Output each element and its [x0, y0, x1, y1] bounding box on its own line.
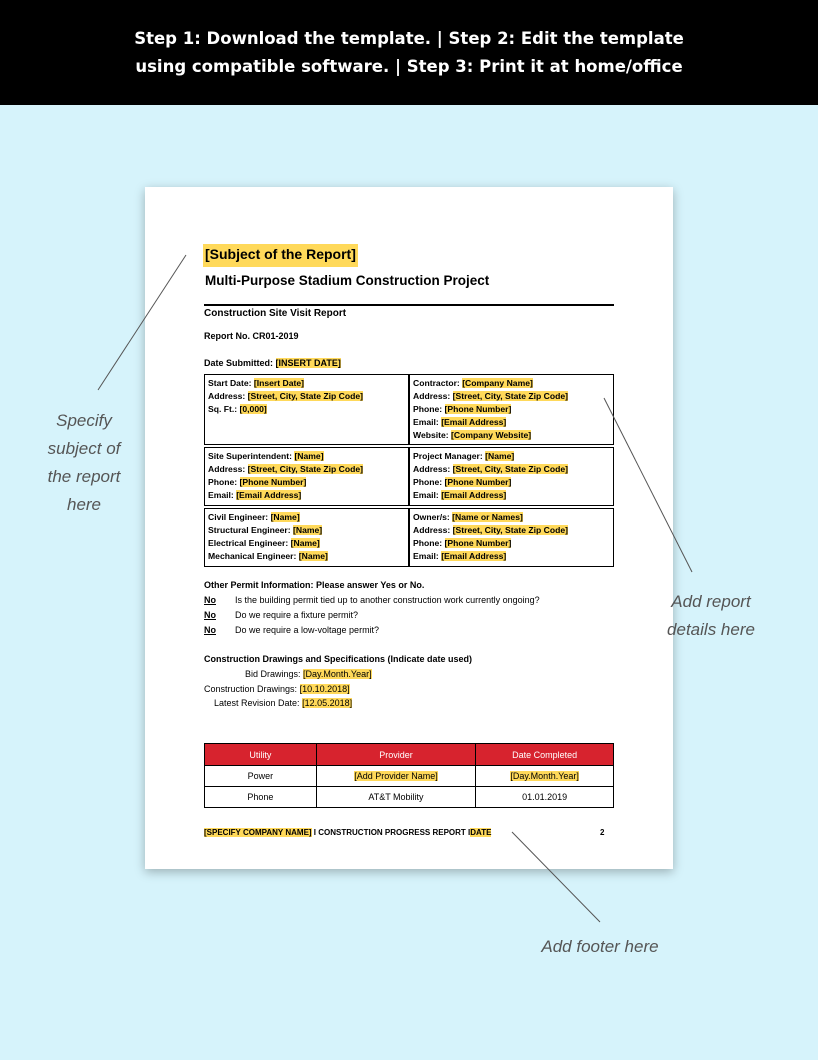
info-field-value: [Name]	[294, 451, 324, 461]
date-completed: 01.01.2019	[522, 792, 568, 802]
info-field-label: Project Manager:	[413, 451, 483, 461]
info-field-label: Structural Engineer:	[208, 525, 291, 535]
info-field-value: [Phone Number]	[444, 477, 512, 487]
details-annotation	[646, 588, 776, 644]
permit-question-text: Is the building permit tied up to another construction work currently ongoing?	[235, 595, 540, 605]
date-completed-column-header: Date Completed	[476, 744, 614, 766]
info-field-label: Phone:	[413, 477, 445, 487]
info-field-label: Phone:	[413, 538, 443, 548]
info-field-label: Phone:	[413, 404, 443, 414]
permit-answer: No	[204, 610, 216, 620]
drawing-date: [10.10.2018]	[299, 684, 350, 694]
subject-annotation	[20, 407, 148, 519]
info-field-label: Address:	[413, 391, 451, 401]
subject-pointer-line	[98, 255, 186, 390]
date-submitted-value: [INSERT DATE]	[275, 358, 341, 368]
info-field-label: Email:	[413, 490, 442, 500]
info-field-value: [Insert Date]	[253, 378, 304, 388]
info-field-label: Mechanical Engineer:	[208, 551, 297, 561]
footer-date: DATE	[470, 828, 492, 837]
permit-question-text: Do we require a low-voltage permit?	[235, 625, 380, 635]
info-field-label: Website:	[413, 430, 449, 440]
report-number: Report No. CR01-2019	[204, 331, 299, 341]
drawing-date: [12.05.2018]	[302, 698, 353, 708]
info-field-label: Site Superintendent:	[208, 451, 293, 461]
info-field-value: [Name]	[485, 451, 515, 461]
banner-line-2: using compatible software. | Step 3: Print it at home/office	[135, 57, 683, 76]
page-number: 2	[600, 828, 605, 837]
info-field-value: [Email Address]	[236, 490, 302, 500]
info-field-value: [Company Website]	[451, 430, 532, 440]
drawing-label: Bid Drawings:	[245, 669, 301, 679]
subject-annotation-line: subject of	[47, 439, 121, 458]
utility-name: Phone	[247, 792, 274, 802]
info-field-value: [Email Address]	[441, 417, 507, 427]
info-field-value: [Company Name]	[462, 378, 533, 388]
info-field-value: [Street, City, State Zip Code]	[452, 391, 569, 401]
drawings-heading: Construction Drawings and Specifications (Indicate date used)	[204, 654, 473, 664]
info-field-label: Phone:	[208, 477, 238, 487]
date-submitted-label: Date Submitted:	[204, 358, 274, 368]
info-field-label: Email:	[208, 490, 234, 500]
visit-report-title: Construction Site Visit Report	[204, 308, 347, 319]
permit-heading: Other Permit Information: Please answer Yes or No.	[204, 580, 425, 590]
info-field-value: [Phone Number]	[239, 477, 307, 487]
info-field-value: [Email Address]	[441, 551, 507, 561]
details-pointer-line	[604, 398, 692, 572]
permit-answer: No	[204, 625, 216, 635]
banner-line-1: Step 1: Download the template. | Step 2: Edit the template	[134, 29, 684, 48]
date-completed: [Day.Month.Year]	[510, 771, 579, 781]
subject-annotation-line: Specify	[56, 411, 112, 430]
info-field-label: Address:	[208, 391, 246, 401]
subject-annotation-line: the report	[47, 467, 121, 486]
footer-company: [SPECIFY COMPANY NAME]	[204, 828, 312, 837]
info-field-value: [Phone Number]	[444, 404, 512, 414]
project-title: Multi-Purpose Stadium Construction Project	[205, 273, 490, 288]
info-field-value: [Name]	[293, 525, 323, 535]
utility-column-header: Utility	[205, 744, 317, 766]
drawing-label: Latest Revision Date:	[214, 698, 300, 708]
provider-name: AT&T Mobility	[368, 792, 424, 802]
info-field-value: [Name]	[270, 512, 300, 522]
utility-name: Power	[247, 771, 274, 781]
drawing-label: Construction Drawings:	[204, 684, 298, 694]
info-field-label: Email:	[413, 417, 439, 427]
details-annotation-line: details here	[667, 620, 755, 639]
info-field-value: [Street, City, State Zip Code]	[247, 391, 364, 401]
details-annotation-line: Add report	[671, 592, 751, 611]
info-field-value: [0,000]	[239, 404, 267, 414]
info-field-label: Address:	[413, 464, 451, 474]
info-field-label: Sq. Ft.:	[208, 404, 238, 414]
info-field-label: Electrical Engineer:	[208, 538, 289, 548]
provider-column-header: Provider	[316, 744, 476, 766]
footer-annotation: Add footer here	[541, 937, 659, 956]
footer-pointer-line	[512, 832, 600, 922]
drawing-date: [Day.Month.Year]	[303, 669, 372, 679]
permit-question-text: Do we require a fixture permit?	[235, 610, 359, 620]
info-field-value: [Street, City, State Zip Code]	[452, 464, 569, 474]
info-field-value: [Name or Names]	[452, 512, 523, 522]
info-field-value: [Street, City, State Zip Code]	[452, 525, 569, 535]
info-field-label: Start Date:	[208, 378, 252, 388]
subject-annotation-line: here	[66, 495, 102, 514]
info-field-label: Address:	[208, 464, 246, 474]
info-field-label: Email:	[413, 551, 439, 561]
info-field-label: Owner/s:	[413, 512, 450, 522]
permit-answer: No	[204, 595, 216, 605]
report-subject: [Subject of the Report]	[203, 244, 358, 267]
footer-title: I CONSTRUCTION PROGRESS REPORT I	[311, 828, 471, 837]
info-field-label: Civil Engineer:	[208, 512, 269, 522]
provider-name: [Add Provider Name]	[354, 771, 438, 781]
info-field-value: [Email Address]	[441, 490, 507, 500]
info-field-value: [Name]	[298, 551, 328, 561]
info-field-label: Address:	[413, 525, 451, 535]
info-field-label: Contractor:	[413, 378, 460, 388]
info-field-value: [Name]	[290, 538, 320, 548]
info-field-value: [Phone Number]	[444, 538, 512, 548]
info-field-value: [Street, City, State Zip Code]	[247, 464, 364, 474]
